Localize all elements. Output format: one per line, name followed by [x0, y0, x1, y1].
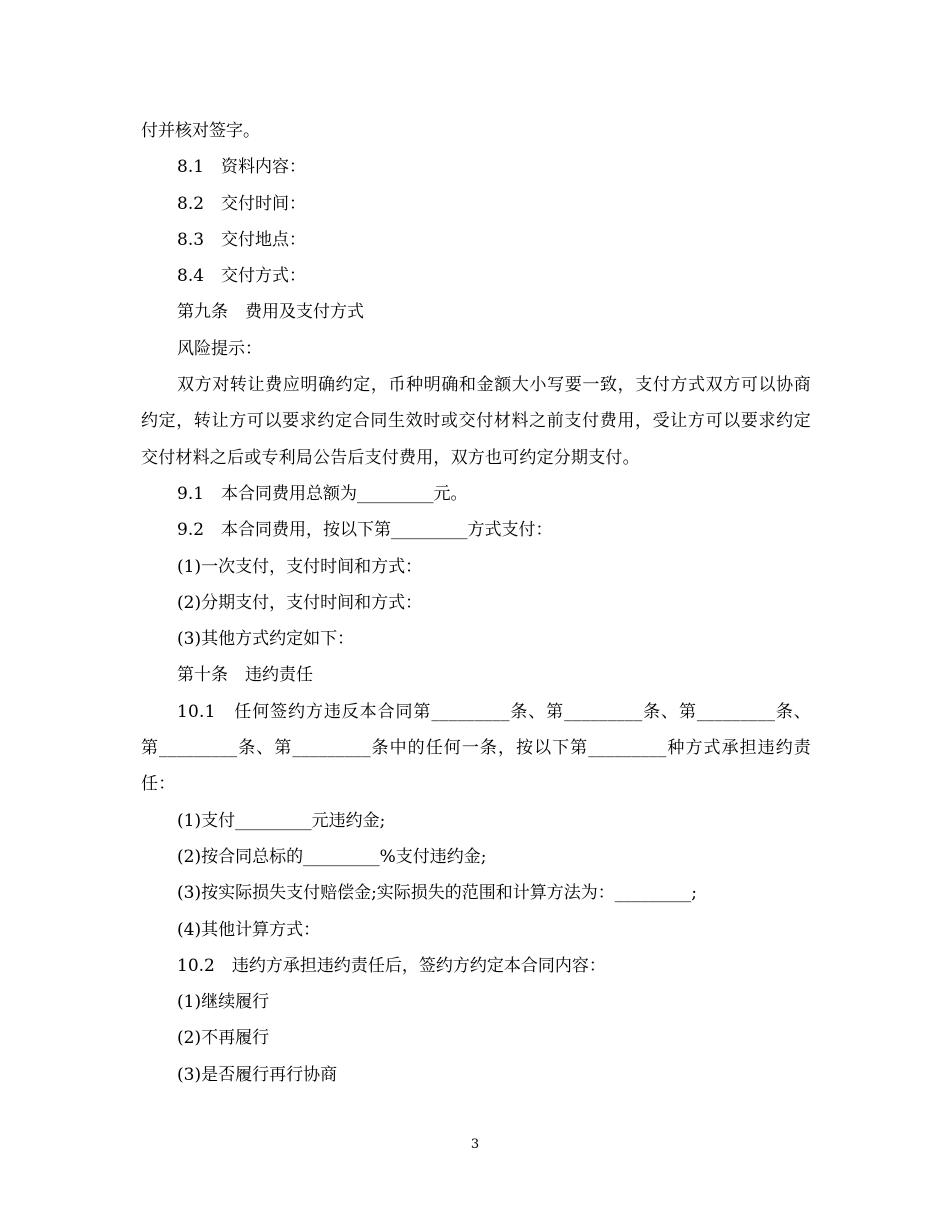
text-line: 付并核对签字。	[141, 121, 260, 141]
liability-option-4: (4)其他计算方式：	[177, 919, 321, 940]
payment-option-1: (1)一次支付，支付时间和方式：	[177, 556, 423, 577]
liability-option-1: (1)支付_________元违约金;	[177, 810, 386, 831]
clause-10-2: 10.2 违约方承担违约责任后，签约方约定本合同内容：	[177, 955, 606, 976]
page-number: 3	[470, 1137, 480, 1152]
clause-9-1: 9.1 本合同费用总额为_________元。	[177, 483, 468, 504]
continuation-option-1: (1)继续履行	[177, 992, 270, 1013]
payment-option-3: (3)其他方式约定如下：	[177, 629, 355, 650]
risk-notice-paragraph: 双方对转让费应明确约定，币种明确和金额大小写要一致，支付方式双方可以协商约定，转让方可以要求约定合同生效时或交付材料之前支付费用，受让方可以要求约定交付材料之后或专利局公告后支付费用，双方也可约定分期支付。	[141, 375, 811, 468]
clause-10-1: 10.1 任何签约方违反本合同第_________条、第_________条、第_________条、第_________条、第_________条中的任何一条，按以下第_________种方式承担违约责任：	[141, 701, 811, 795]
clause-8-1: 8.1 资料内容：	[177, 157, 307, 178]
payment-option-2: (2)分期支付，支付时间和方式：	[177, 592, 423, 613]
continuation-option-3: (3)是否履行再行协商	[177, 1064, 338, 1085]
clause-8-4: 8.4 交付方式：	[177, 266, 307, 287]
liability-option-3: (3)按实际损失支付赔偿金;实际损失的范围和计算方法为：_________;	[177, 883, 698, 904]
clause-8-3: 8.3 交付地点：	[177, 229, 307, 250]
clause-9-2: 9.2 本合同费用，按以下第_________方式支付：	[177, 520, 553, 541]
continuation-option-2: (2)不再履行	[177, 1028, 270, 1049]
document-body	[141, 113, 811, 1093]
article-9-heading: 第九条 费用及支付方式	[177, 302, 364, 323]
clause-8-2: 8.2 交付时间：	[177, 193, 307, 214]
risk-notice-label: 风险提示：	[177, 338, 262, 359]
liability-option-2: (2)按合同总标的_________%支付违约金;	[177, 846, 487, 867]
article-10-heading: 第十条 违约责任	[177, 665, 313, 686]
